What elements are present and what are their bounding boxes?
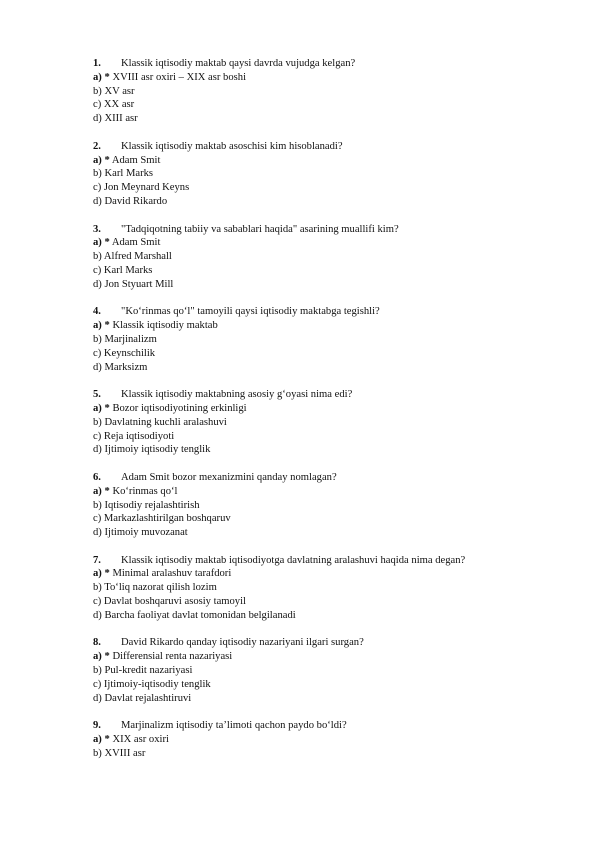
- question-number: 7.: [93, 554, 101, 566]
- correct-marker: a) *: [93, 71, 110, 83]
- correct-marker: a) *: [93, 320, 110, 332]
- option: b) Pul-kredit nazariyasi: [93, 665, 193, 677]
- question-block: [93, 388, 563, 457]
- option: c) Karl Marks: [93, 264, 153, 276]
- question-text: David Rikardo qanday iqtisodiy nazariyani ilgari surgan?: [121, 637, 364, 649]
- correct-marker: a) *: [93, 734, 110, 746]
- option: d) Ijtimoiy muvozanat: [93, 527, 188, 539]
- correct-marker: a) *: [93, 568, 110, 580]
- correct-option-text: Differensial renta nazariyasi: [112, 651, 233, 663]
- question-heading: [93, 305, 563, 319]
- question-heading: [93, 719, 563, 733]
- question-number: 9.: [93, 720, 101, 732]
- option: c) XX asr: [93, 99, 135, 111]
- option: b) Alfred Marshall: [93, 251, 172, 263]
- correct-option-text: Minimal aralashuv tarafdori: [112, 568, 232, 580]
- quiz-list: [93, 57, 563, 774]
- question-heading: [93, 223, 563, 237]
- question-text: Klassik iqtisodiy maktabning asosiy g‘oyasi nima edi?: [121, 389, 353, 401]
- option: c) Keynschilik: [93, 347, 156, 359]
- question-text: Adam Smit bozor mexanizmini qanday nomlagan?: [121, 471, 337, 483]
- option: d) David Rikardo: [93, 195, 168, 207]
- correct-option: [93, 485, 563, 499]
- correct-option: [93, 650, 563, 664]
- option: b) Karl Marks: [93, 168, 154, 180]
- option: c) Ijtimoiy-iqtisodiy tenglik: [93, 678, 211, 690]
- option: c) Jon Meynard Keyns: [93, 182, 190, 194]
- option: c) Davlat boshqaruvi asosiy tamoyil: [93, 596, 246, 608]
- option: d) Jon Styuart Mill: [93, 278, 174, 290]
- question-block: [93, 636, 563, 705]
- correct-option-text: XVIII asr oxiri – XIX asr boshi: [112, 71, 247, 83]
- option: c) Reja iqtisodiyoti: [93, 430, 175, 442]
- question-number: 8.: [93, 637, 101, 649]
- correct-option-text: Bozor iqtisodiyotining erkinligi: [112, 402, 247, 414]
- question-text: Marjinalizm iqtisodiy ta’limoti qachon paydo bo‘ldi?: [121, 720, 347, 732]
- question-number: 4.: [93, 306, 101, 318]
- correct-option-text: Adam Smit: [111, 237, 161, 249]
- option: b) XV asr: [93, 85, 135, 97]
- correct-marker: a) *: [93, 651, 110, 663]
- question-text: Klassik iqtisodiy maktab iqtisodiyotga davlatning aralashuvi haqida nima degan?: [121, 554, 466, 566]
- question-text: "Ko‘rinmas qo‘l" tamoyili qaysi iqtisodiy maktabga tegishli?: [121, 306, 380, 318]
- correct-marker: a) *: [93, 154, 110, 166]
- correct-option: [93, 733, 563, 747]
- option: d) Marksizm: [93, 361, 148, 373]
- question-heading: [93, 57, 563, 71]
- option: d) XIII asr: [93, 113, 138, 125]
- option: c) Markazlashtirilgan boshqaruv: [93, 513, 231, 525]
- option: b) Iqtisodiy rejalashtirish: [93, 499, 200, 511]
- option: b) XVIII asr: [93, 747, 146, 759]
- correct-option-text: Adam Smit: [111, 154, 161, 166]
- correct-option: [93, 402, 563, 416]
- question-block: [93, 57, 563, 126]
- correct-marker: a) *: [93, 485, 110, 497]
- correct-marker: a) *: [93, 237, 110, 249]
- correct-option-text: XIX asr oxiri: [112, 734, 169, 746]
- question-number: 5.: [93, 389, 101, 401]
- option: b) Marjinalizm: [93, 333, 157, 345]
- correct-option: [93, 71, 563, 85]
- question-block: [93, 554, 563, 623]
- question-text: "Tadqiqotning tabiiy va sabablari haqida" asarining muallifi kim?: [121, 223, 399, 235]
- option: d) Davlat rejalashtiruvi: [93, 692, 192, 704]
- correct-option: [93, 236, 563, 250]
- question-heading: [93, 471, 563, 485]
- correct-option: [93, 154, 563, 168]
- question-heading: [93, 140, 563, 154]
- correct-option: [93, 567, 563, 581]
- option: d) Ijtimoiy iqtisodiy tenglik: [93, 444, 211, 456]
- correct-marker: a) *: [93, 402, 110, 414]
- question-heading: [93, 554, 563, 568]
- correct-option: [93, 319, 563, 333]
- option: b) Davlatning kuchli aralashuvi: [93, 416, 227, 428]
- question-number: 6.: [93, 471, 101, 483]
- question-text: Klassik iqtisodiy maktab asoschisi kim hisoblanadi?: [121, 140, 343, 152]
- correct-option-text: Klassik iqtisodiy maktab: [112, 320, 218, 332]
- question-heading: [93, 388, 563, 402]
- question-block: [93, 223, 563, 292]
- question-number: 3.: [93, 223, 101, 235]
- question-heading: [93, 636, 563, 650]
- question-number: 2.: [93, 140, 101, 152]
- question-number: 1.: [93, 58, 101, 69]
- option: b) To‘liq nazorat qilish lozim: [93, 582, 217, 594]
- question-text: Klassik iqtisodiy maktab qaysi davrda vujudga kelgan?: [121, 58, 356, 69]
- option: d) Barcha faoliyat davlat tomonidan belgilanadi: [93, 609, 296, 621]
- question-block: [93, 471, 563, 540]
- question-block: [93, 719, 563, 760]
- question-block: [93, 305, 563, 374]
- question-block: [93, 140, 563, 209]
- correct-option-text: Ko‘rinmas qo‘l: [112, 485, 178, 497]
